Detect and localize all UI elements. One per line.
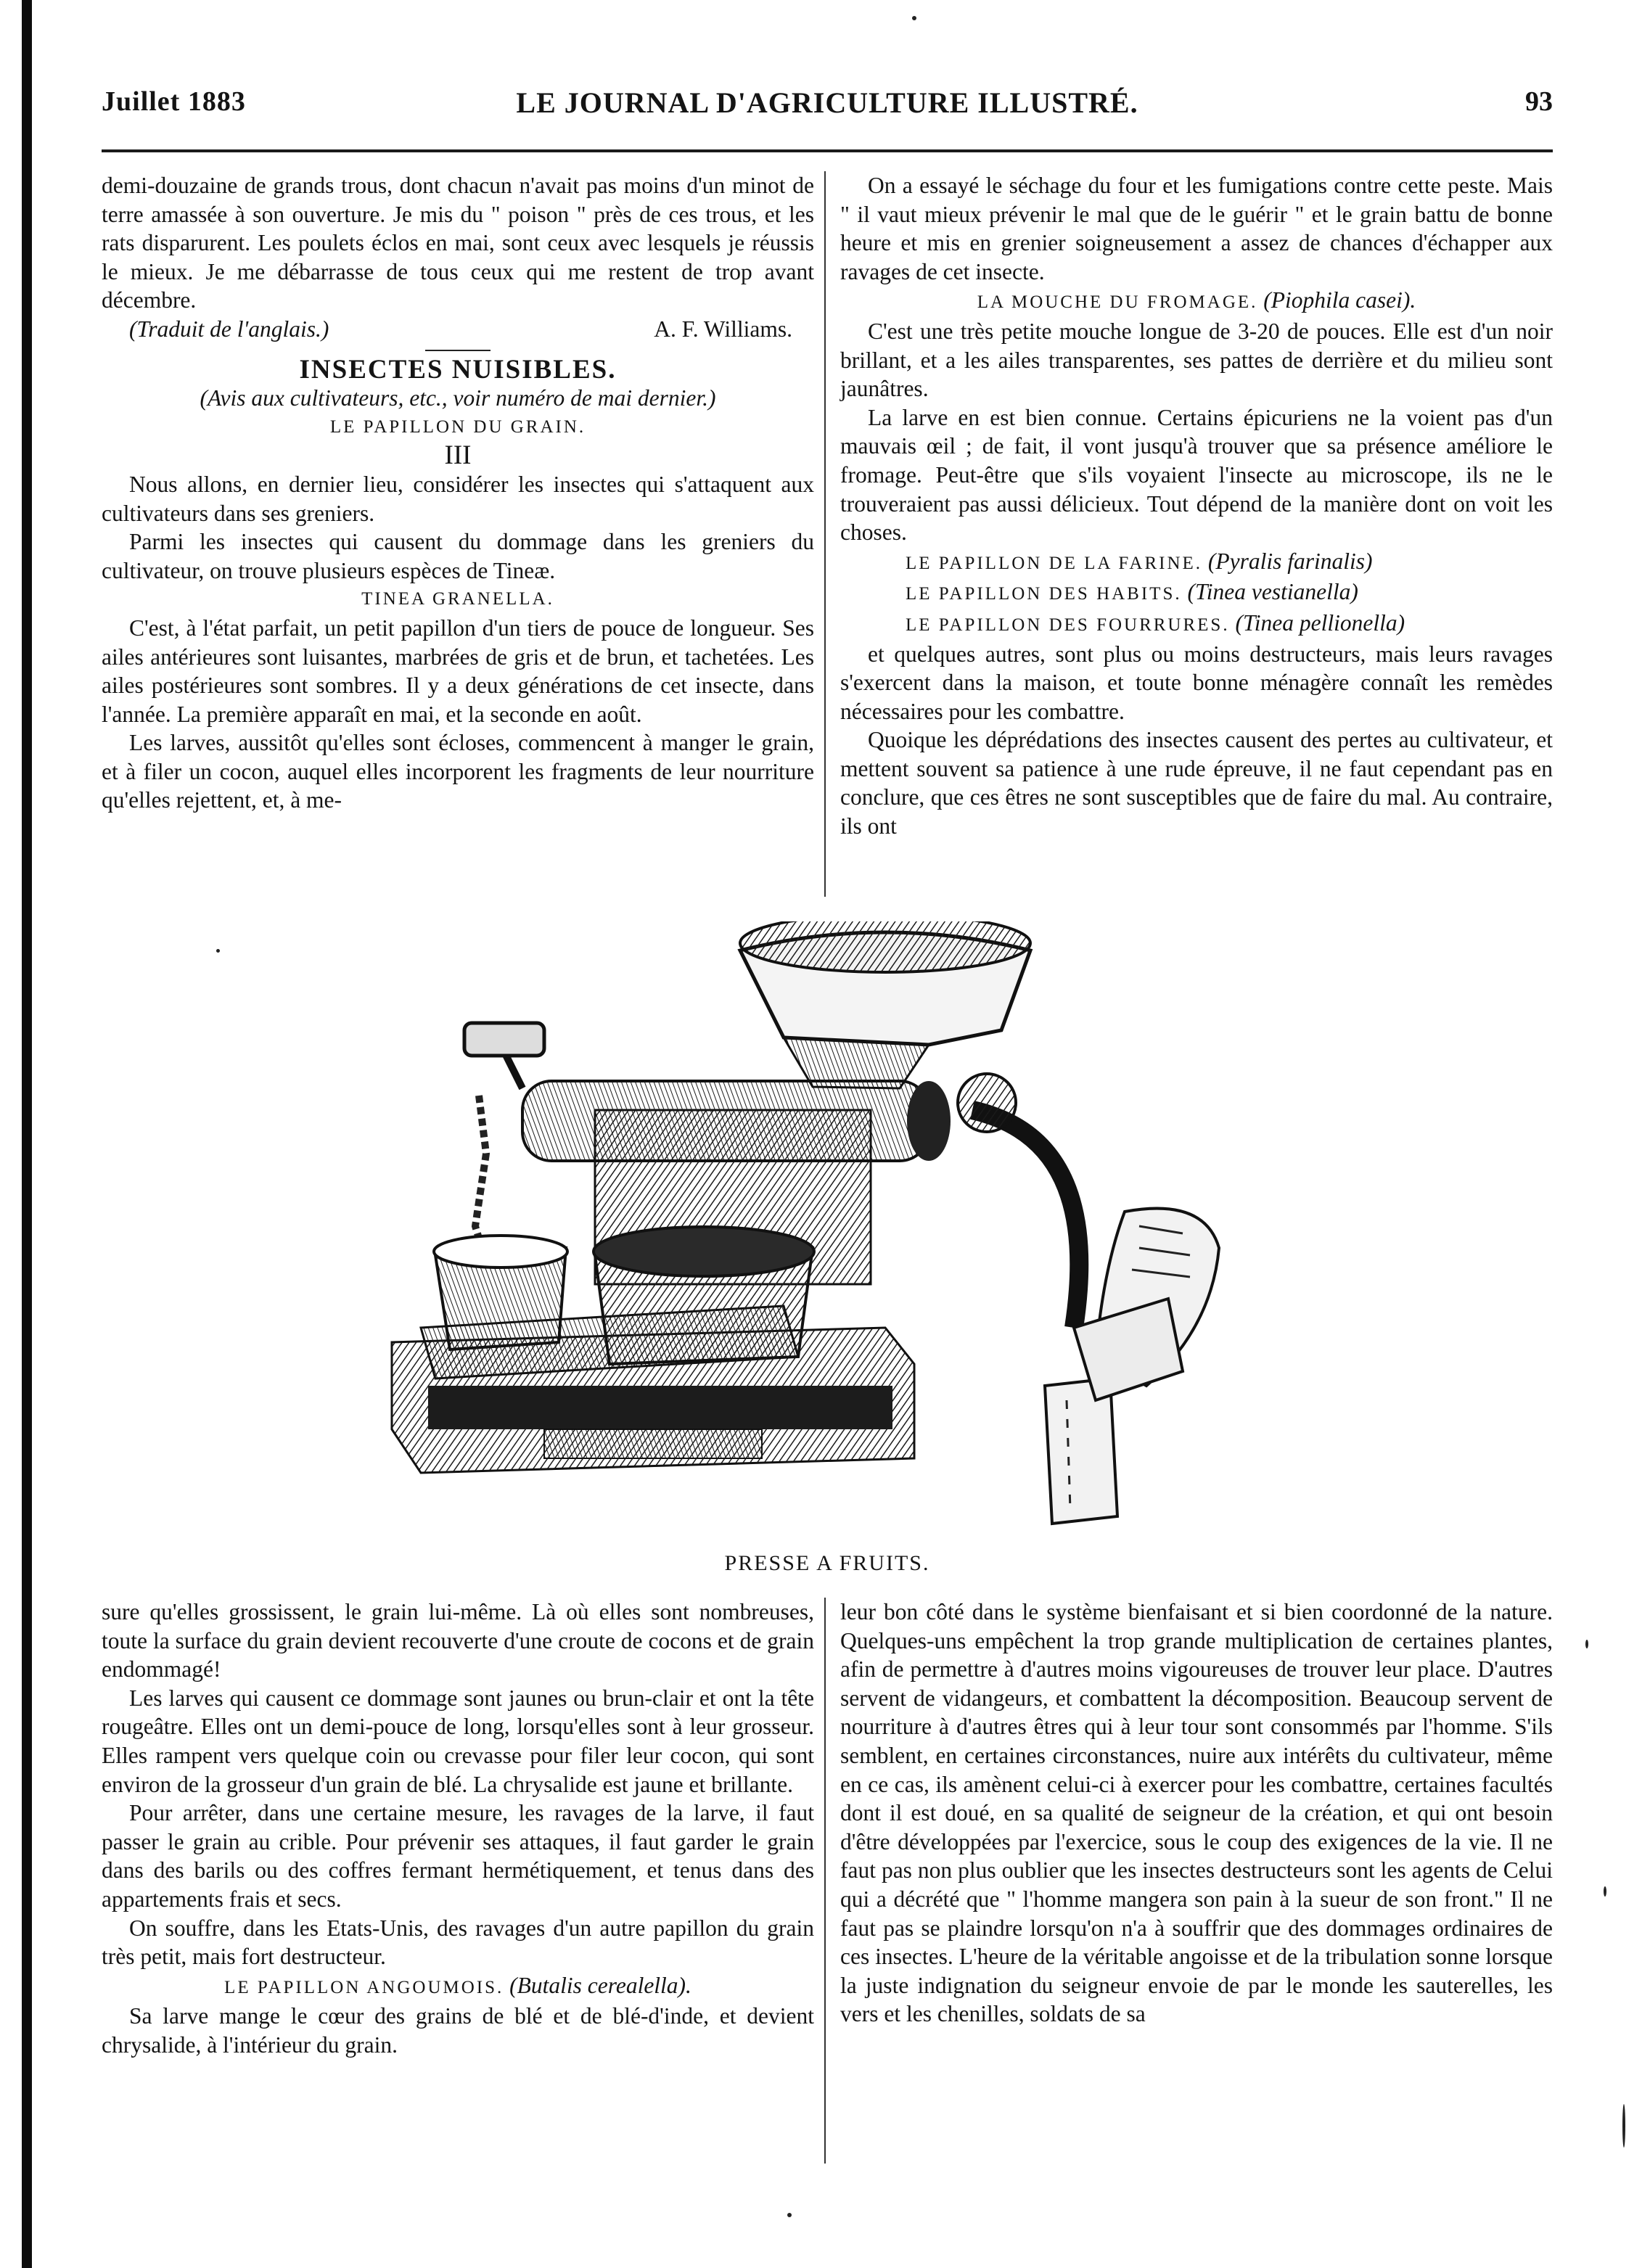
page-header [102, 86, 1553, 129]
species-name: LE PAPILLON DES HABITS. [906, 584, 1182, 604]
subsection-title: LE PAPILLON DU GRAIN. [329, 416, 586, 437]
top-right-column [840, 171, 1553, 841]
column-divider-top [824, 171, 826, 897]
top-left-column [102, 171, 814, 815]
scan-speck [1604, 1886, 1606, 1897]
paragraph: Nous allons, en dernier lieu, considérer les insectes qui s'attaquent aux cultivateurs dans ses greniers. [102, 471, 814, 526]
species-name: LE PAPILLON DE LA FARINE. [906, 553, 1203, 573]
paragraph: La larve en est bien connue. Certains épicuriens ne la voient pas d'un mauvais œil ; de fait, il vont jusqu'à trouver que sa présence améliore le fromage. Peut-être que s'ils voyaient l'insecte au microscope, ils ne le trouveraient pas aussi délicieux. Tout dépend de la manière dont on voit les choses. [840, 404, 1553, 546]
page-number: 93 [1525, 86, 1553, 117]
bottom-left-column [102, 1598, 814, 2060]
fruit-press-illustration [377, 921, 1241, 1545]
bottom-right-column [840, 1598, 1553, 2029]
journal-title: LE JOURNAL D'AGRICULTURE ILLUSTRÉ. [516, 86, 1138, 119]
species-latin: (Tinea pellionella) [1235, 609, 1405, 636]
paragraph: C'est une très petite mouche longue de 3-20 de pouces. Elle est d'un noir brillant, et a les ailes transparentes, ses pattes de derrière et du milieu sont jaunâtres. [840, 318, 1553, 402]
paragraph: demi-douzaine de grands trous, dont chacun n'avait pas moins d'un minot de terre amassée à son ouverture. Je mis du " poison " près de ces trous, et les rats disparurent. Les poulets éclos en mai, sont ceux avec lesquels je réussis le mieux. Je me débarrasse de tous ceux qui me restent de trop avant décembre. [102, 173, 814, 313]
paragraph: C'est, à l'état parfait, un petit papillon d'un tiers de pouce de longueur. Ses ailes antérieures sont luisantes, marbrées de gris et de brun, et tachetées. Les ailes postérieures sont sombres. Il y a deux générations de cet insecte, dans l'année. La première apparaît en mai, et la seconde en août. [102, 615, 814, 727]
species-name: LA MOUCHE DU FROMAGE. [977, 292, 1258, 313]
species-latin: (Tinea vestianella) [1187, 579, 1358, 605]
paragraph: Les larves qui causent ce dommage sont jaunes ou brun-clair et ont la tête rougeâtre. Elles ont un demi-pouce de long, lorsqu'elles sont à leur grosseur. Elles rampent vers quelque coin ou crevasse pour filer leur cocon, qui sont environ de la grosseur d'un grain de blé. La chrysalide est jaune et brillante. [102, 1685, 814, 1797]
paragraph: Parmi les insectes qui causent du dommage dans les greniers du cultivateur, on trouve plusieurs espèces de Tineæ. [102, 529, 814, 583]
paragraph: Les larves, aussitôt qu'elles sont écloses, commencent à manger le grain, et à filer un cocon, auquel elles incorporent les fragments de leur nourriture qu'elles rejettent, et, à me- [102, 730, 814, 813]
species-latin: (Pyralis farinalis) [1207, 548, 1373, 574]
species-latin: (Butalis cerealella). [509, 1972, 691, 1998]
paragraph: et quelques autres, sont plus ou moins destructeurs, mais leurs ravages s'exercent dans la maison, et toute bonne ménagère connaît les remèdes nécessaires pour les combattre. [840, 641, 1553, 724]
header-rule [102, 149, 1553, 152]
species-line [840, 578, 1553, 609]
paragraph: On a essayé le séchage du four et les fumigations contre cette peste. Mais " il vaut mieux prévenir le mal que de le guérir " et le grain battu de bonne heure et mis en grenier soigneusement a assez de chances d'échapper aux ravages de cet insecte. [840, 173, 1553, 284]
header-date: Juillet 1883 [102, 86, 246, 117]
roman-numeral: III [444, 440, 472, 471]
species-heading: TINEA GRANELLA. [361, 589, 554, 609]
scan-speck [912, 16, 916, 20]
paragraph: Quoique les déprédations des insectes causent des pertes au cultivateur, et mettent souvent sa patience à une rude épreuve, il ne faut cependant pas en conclure, que ces êtres ne sont susceptibles que de faire du mal. Au contraire, ils ont [840, 727, 1553, 839]
section-subtitle [102, 384, 814, 413]
paragraph: On souffre, dans les Etats-Unis, des ravages d'un autre papillon du grain très petit, mais fort destructeur. [102, 1915, 814, 1970]
species-heading [102, 1971, 814, 2002]
species-name: LE PAPILLON ANGOUMOIS. [224, 1977, 504, 1997]
species-line [840, 609, 1553, 640]
section-rule [425, 350, 491, 351]
translation-note: (Traduit de l'anglais.) [129, 316, 329, 342]
scan-speck [1622, 2104, 1625, 2148]
scan-speck [787, 2213, 792, 2217]
species-line [840, 547, 1553, 578]
column-divider-bottom [824, 1598, 826, 2164]
species-heading [840, 286, 1553, 317]
scan-edge-bar [22, 0, 32, 2268]
fruit-press-engraving [377, 921, 1241, 1545]
paragraph: sure qu'elles grossissent, le grain lui-même. Là où elles sont nombreuses, toute la surface du grain devient recouverte d'une croute de cocons et de grain endommagé! [102, 1599, 814, 1682]
paragraph: Sa larve mange le cœur des grains de blé et de blé-d'inde, et devient chrysalide, à l'intérieur du grain. [102, 2003, 814, 2058]
scan-speck [216, 949, 220, 953]
paragraph: leur bon côté dans le système bienfaisant et si bien coordonné de la nature. Quelques-uns empêchent la trop grande multiplication de certaines plantes, afin de permettre à d'autres moins vigoureuses de trouver leur place. D'autres servent de vidangeurs, et combattent la décomposition. Beaucoup servent de nourriture à d'autres êtres qui à leur tour sont consommés par l'homme. S'ils semblent, en certaines circonstances, nuire aux intérêts du cultivateur, même en ce cas, ils amènent celui-ci à exercer pour les combattre, certaines facultés dont il est doué, en sa qualité de seigneur de la création, et qui ont besoin d'être développées par l'exercice, sous le coup des exigences de la vie. Il ne faut pas non plus oublier que les insectes destructeurs sont les agents de Celui qui a décrété que " l'homme mangera son pain à la sueur de son front." Il ne faut pas se plaindre lorsqu'on n'a à souffrir que des dommages ordinaires de ces insectes. L'heure de la véritable angoisse et de la tribulation sonne lorsque la juste indignation du seigneur envoie de par le monde les sauterelles, les vers et les chenilles, soldats de sa [840, 1599, 1553, 2027]
species-name: LE PAPILLON DES FOURRURES. [906, 615, 1230, 635]
author-name: A. F. Williams. [654, 316, 792, 342]
attribution-line [102, 315, 814, 344]
section-title: INSECTES NUISIBLES. [299, 354, 617, 385]
section-subtitle-text: (Avis aux cultivateurs, etc., voir numéro de mai dernier.) [200, 385, 716, 411]
scan-speck [1585, 1640, 1588, 1648]
figure-caption: PRESSE A FRUITS. [724, 1551, 930, 1575]
species-latin: (Piophila casei). [1263, 287, 1416, 313]
paragraph: Pour arrêter, dans une certaine mesure, les ravages de la larve, il faut passer le grain au crible. Pour prévenir ses attaques, il faut garder le grain dans des barils ou des coffres fermant hermétiquement, et tenus dans des appartements frais et secs. [102, 1800, 814, 1912]
